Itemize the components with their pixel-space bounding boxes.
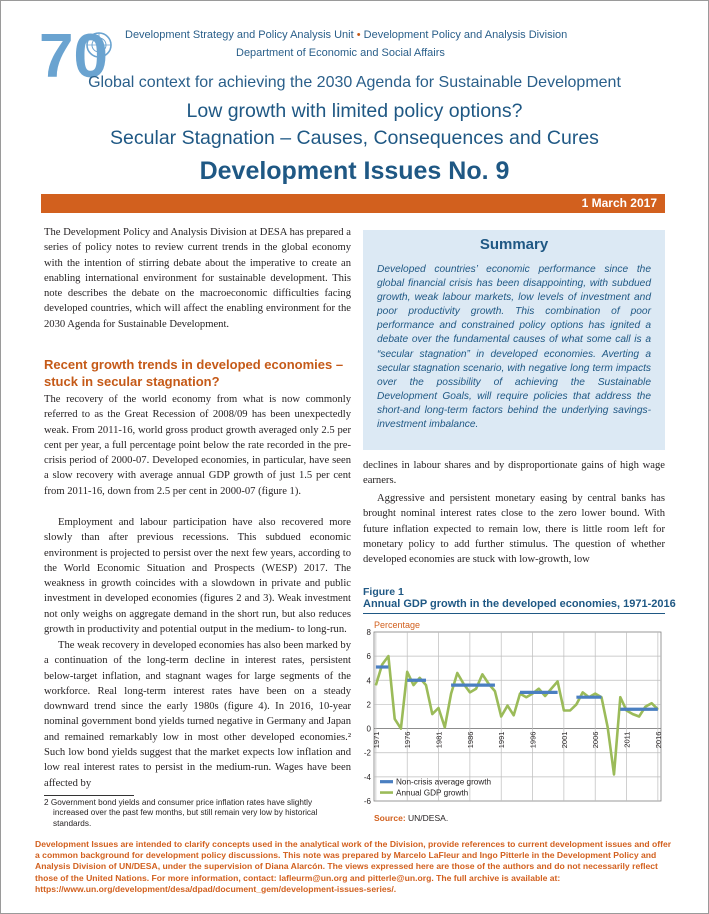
- summary-text: Developed countries’ economic performance since the global financial crisis has been disappointing, with subdued growth, weak labour markets, low levels of investment and poor productivity growth. This combination of poor performance and constrained policy options has ignited a debate over the fundamental causes of what some call is a “secular stagnation” in developed economies. Averting a secular stagnation scenario, with negative long term impacts over the possibility of achieving the Sustainable Development Goals, will require policies that address the short-and long-term factors behind the underlying savings-investment imbalance.: [377, 264, 651, 431]
- gdp-growth-point: [576, 704, 577, 705]
- gdp-growth-point: [432, 713, 433, 714]
- gdp-growth-point: [538, 688, 539, 689]
- gdp-growth-point: [407, 671, 408, 672]
- gdp-growth-point: [632, 713, 633, 714]
- x-tick-label: 2006: [591, 731, 601, 749]
- gdp-growth-point: [526, 697, 527, 698]
- y-tick-label: -2: [363, 748, 371, 758]
- gdp-growth-point: [482, 674, 483, 675]
- gdp-growth-point: [457, 672, 458, 673]
- x-tick-label: 1971: [371, 731, 381, 749]
- x-tick-label: 2001: [559, 731, 569, 749]
- gdp-growth-point: [507, 705, 508, 706]
- x-tick-label: 1996: [528, 731, 538, 749]
- gdp-growth-point: [570, 710, 571, 711]
- y-tick-label: 0: [366, 724, 371, 734]
- gdp-growth-point: [476, 688, 477, 689]
- title-subtitle: Secular Stagnation – Causes, Consequences and Cures: [110, 127, 599, 149]
- y-tick-label: 8: [366, 628, 371, 637]
- footnote-rule: [44, 795, 134, 796]
- figure-source: [374, 813, 448, 823]
- x-tick-label: 1981: [434, 731, 444, 749]
- un-70-logo: [37, 21, 125, 81]
- x-tick-label: 1976: [403, 731, 413, 749]
- gdp-growth-point: [425, 685, 426, 686]
- gdp-growth-point: [582, 692, 583, 693]
- y-tick-label: 4: [366, 676, 371, 686]
- figure-label: Figure 1: [363, 586, 404, 598]
- summary-box: [363, 230, 665, 450]
- gdp-growth-point: [595, 693, 596, 694]
- gdp-growth-point: [413, 685, 414, 686]
- division-name: Development Policy and Analysis Division: [363, 29, 568, 41]
- figure-rule: [363, 613, 665, 614]
- department-name: Department of Economic and Social Affairs: [236, 47, 445, 59]
- footnote-line-1: 2 Government bond yields and consumer price inflation rates have slightly: [44, 798, 313, 807]
- gdp-growth-point: [469, 692, 470, 693]
- gdp-growth-point: [419, 677, 420, 678]
- paragraph-2: Employment and labour participation have also recovered more slowly than after previous recessions. This subdued economic environment is projected to persist over the next few years, according to the World Economic Situation and Prospects (WESP) 2017. The weakness in growth coincides with a slowdown in private and public investment in developed economies (figures 2 and 3). Weak investment not only weighs on aggregate demand in the short run, but also reduces growth in productivity and potential output in the medium- to long-run.: [44, 517, 351, 636]
- un-emblem-icon: [87, 33, 111, 57]
- gdp-growth-point: [638, 716, 639, 717]
- summary-heading: Summary: [479, 236, 549, 253]
- source-label: Source:: [374, 813, 406, 823]
- title-question: Low growth with limited policy options?: [186, 100, 523, 122]
- legend-label-gdp: Annual GDP growth: [396, 788, 469, 798]
- date-bar: [41, 194, 665, 213]
- gdp-growth-point: [551, 688, 552, 689]
- y-tick-label: -6: [363, 797, 371, 806]
- gdp-growth-point: [563, 710, 564, 711]
- paragraph-1: The recovery of the world economy from what is now commonly referred to as the Great Recession of 2008/09 has been unexpectedly weak. From 2011-16, world gross product growth averaged only 2.5 per cent per year, a full percentage point below the rate recorded in the pre-crisis period of 2000-07. Developed economies, in particular, have seen a slow recovery with average annual GDP growth of just 1.5 per cent from 2011-16, down from 2.5 per cent in 2000-07 (figure 1).: [44, 394, 351, 497]
- section-heading: Recent growth trends in developed economies – stuck in secular stagnation?: [44, 357, 344, 389]
- y-axis-label: Percentage: [374, 620, 421, 630]
- paragraph-3: The weak recovery in developed economies has also been marked by a continuation of the long-term decline in interest rates, persistent below-target inflation, and stagnant wages for large segments of the workforce. Real long-term interest rates have been on a steady downward trend since the early 1980s (figure 4). In 2016, 10-year nominal government bond yields turned negative in Germany and Japan and remained remarkably low in most other developed economies.² Such low bond yields suggest that the market expects low inflation and low real interest rates to persist in the medium-run. Wages have been affected by: [44, 640, 351, 789]
- gdp-growth-point: [557, 681, 558, 682]
- gdp-growth-point: [375, 685, 376, 686]
- right-paragraph-1: declines in labour shares and by disproportionate gains of high wage earners.: [363, 460, 665, 487]
- gdp-growth-point: [382, 664, 383, 665]
- right-paragraph-2: Aggressive and persistent monetary easing by central banks has brought nominal interest rates close to the zero lower bound. With future inflation expected to remain low, there is little room left for monetary policy to add further stimulus. The question of whether developed economies are stuck with low-growth, low: [363, 493, 665, 566]
- x-tick-label: 2011: [622, 731, 632, 748]
- gdp-growth-chart: [363, 615, 667, 811]
- y-tick-label: 2: [366, 700, 371, 710]
- issue-date: 1 March 2017: [581, 196, 657, 210]
- gdp-growth-point: [438, 707, 439, 708]
- gdp-growth-point: [388, 656, 389, 657]
- footnote: [44, 798, 354, 829]
- logo-number: 70: [39, 22, 108, 81]
- gdp-growth-point: [620, 697, 621, 698]
- intro-paragraph: The Development Policy and Analysis Division at DESA has prepared a series of policy notes to review current trends in the global economy with the intention of stirring debate about the imperative to create an enabling international environment for sustainable development. This note describes the debate on the macroeconomic difficulties facing developed countries, which will affect the enabling environment for the 2030 Agenda for Sustainable Development.: [44, 227, 351, 330]
- separator-dot: •: [356, 29, 361, 41]
- title-context: Global context for achieving the 2030 Agenda for Sustainable Development: [88, 74, 621, 91]
- gdp-growth-point: [501, 716, 502, 717]
- gdp-growth-point: [651, 703, 652, 704]
- gdp-growth-point: [607, 727, 608, 728]
- gdp-growth-point: [400, 728, 401, 729]
- source-text: UN/DESA.: [408, 813, 449, 823]
- unit-name: Development Strategy and Policy Analysis Unit: [125, 29, 354, 41]
- gdp-growth-point: [394, 718, 395, 719]
- y-tick-label: 6: [366, 652, 371, 662]
- gdp-growth-point: [544, 695, 545, 696]
- y-tick-label: -4: [363, 772, 371, 782]
- gdp-growth-point: [613, 774, 614, 775]
- legend-label-average: Non-crisis average growth: [396, 777, 492, 787]
- figure-title: Annual GDP growth in the developed economies, 1971-2016: [363, 598, 676, 610]
- x-tick-label: 2016: [653, 731, 663, 749]
- unit-line: [125, 29, 567, 41]
- gdp-growth-point: [444, 727, 445, 728]
- x-tick-label: 1986: [465, 731, 475, 749]
- gdp-growth-line: [376, 656, 658, 774]
- x-tick-label: 1991: [497, 731, 507, 749]
- footer-note: Development Issues are intended to clarify concepts used in the analytical work of the Division, provide references to current development issues and offer a common background for development policy discussions. This note was prepared by Marcelo LaFleur and Ingo Pitterle in the Development Policy and Analysis Division of UN/DESA, under the supervision of Diana Alarcón. The views expressed here are those of the authors and do not necessarily reflect those of the United Nations. For more information, contact: lafleurm@un.org and pitterle@un.org. The full archive is available at: https://www.un.org/development/desa/dpad/document_gem/development-issues-series/.: [35, 839, 672, 894]
- gdp-growth-point: [645, 706, 646, 707]
- gdp-growth-point: [513, 715, 514, 716]
- footnote-line-2: increased over the past few months, but still remain very low by historical standards.: [53, 808, 318, 828]
- gdp-growth-point: [450, 693, 451, 694]
- gdp-growth-point: [494, 691, 495, 692]
- series-title: Development Issues No. 9: [199, 157, 510, 185]
